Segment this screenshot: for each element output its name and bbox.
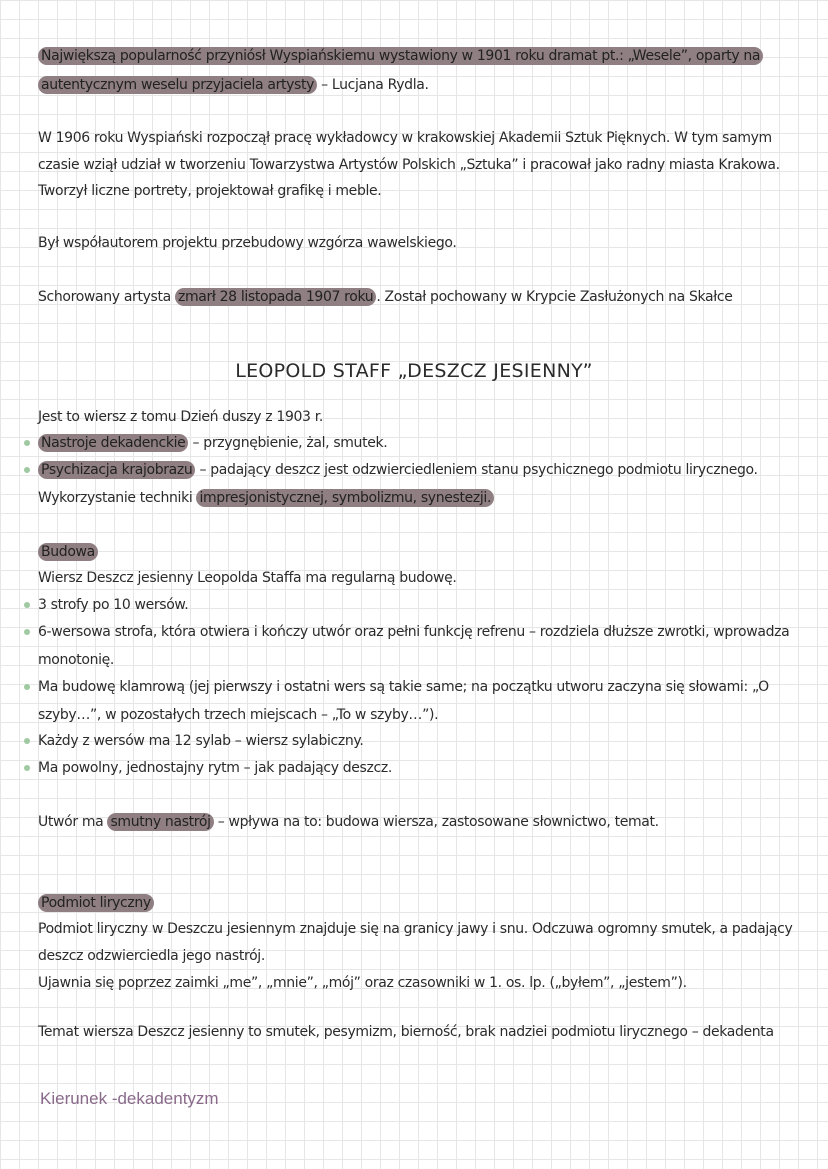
footer-note: Kierunek -dekadentyzm	[40, 1089, 219, 1108]
paragraph-line: Temat wiersza Deszcz jesienny to smutek, pesymizm, bierność, brak nadziei podmiotu lirycznego – dekadenta	[38, 1024, 774, 1040]
list-item	[38, 433, 798, 453]
list-item: 3 strofy po 10 wersów.	[38, 597, 189, 613]
section-heading	[38, 542, 798, 562]
bullet-dot	[24, 467, 30, 473]
list-item: Ma budowę klamrową (jej pierwszy i ostatni wers są takie same; na początku utworu zaczyna się słowami: „O	[38, 679, 769, 695]
list-item: 6-wersowa strofa, która otwiera i kończy utwór oraz pełni funkcję refrenu – rozdziela dłuższe zwrotki, wprowadza	[38, 624, 790, 640]
paragraph-line: Wiersz Deszcz jesienny Leopolda Staffa ma regularną budowę.	[38, 570, 457, 586]
highlight: smutny nastrój	[107, 813, 213, 831]
text: Utwór ma	[38, 814, 108, 830]
bullet-dot	[24, 684, 30, 690]
text: . Został pochowany w Krypcie Zasłużonych na Skałce	[376, 289, 733, 305]
paragraph-line	[38, 488, 798, 508]
bullet-dot	[24, 765, 30, 771]
highlight: autentycznym weselu przyjaciela artysty	[38, 76, 317, 94]
paragraph-line	[38, 287, 798, 307]
paragraph-line: Jest to wiersz z tomu Dzień duszy z 1903 r.	[38, 409, 323, 425]
text: – padający deszcz jest odzwierciedleniem stanu psychicznego podmiotu lirycznego.	[195, 462, 758, 478]
paragraph-line: deszcz odzwierciedla jego nastrój.	[38, 948, 265, 964]
list-item: Każdy z wersów ma 12 sylab – wiersz sylabiczny.	[38, 733, 364, 749]
bullet-dot	[24, 440, 30, 446]
paragraph-line: W 1906 roku Wyspiański rozpoczął pracę wykładowcy w krakowskiej Akademii Sztuk Pięknych. W tym samym	[38, 130, 772, 146]
highlight: Podmiot liryczny	[38, 894, 154, 912]
paragraph-line: Ujawnia się poprzez zaimki „me”, „mnie”, „mój” oraz czasowniki w 1. os. lp. („byłem”, „jestem”).	[38, 975, 687, 991]
page-title: LEOPOLD STAFF „DESZCZ JESIENNY”	[235, 360, 593, 382]
highlight: Największą popularność przyniósł Wyspiańskiemu wystawiony w 1901 roku dramat pt.: „Wesele”, oparty na	[38, 47, 763, 65]
highlight: Psychizacja krajobrazu	[38, 461, 195, 479]
highlight: impresjonistycznej, symbolizmu, synestezji.	[196, 489, 494, 507]
paragraph-line: czasie wziął udział w tworzeniu Towarzystwa Artystów Polskich „Sztuka” i pracował jako radny miasta Krakowa.	[38, 157, 780, 173]
list-item: Ma powolny, jednostajny rytm – jak padający deszcz.	[38, 760, 392, 776]
bullet-dot	[24, 602, 30, 608]
paragraph-line: Był współautorem projektu przebudowy wzgórza wawelskiego.	[38, 235, 457, 251]
text: Wykorzystanie techniki	[38, 490, 197, 506]
paragraph-line	[38, 46, 798, 66]
highlight: Nastroje dekadenckie	[38, 434, 188, 452]
paragraph-line	[38, 75, 798, 95]
text: – Lucjana Rydla.	[317, 77, 429, 93]
paragraph-line	[38, 812, 798, 832]
bullet-dot	[24, 738, 30, 744]
paragraph-line: Tworzył liczne portrety, projektował grafikę i meble.	[38, 183, 382, 199]
list-item	[38, 460, 798, 480]
text: – wpływa na to: budowa wiersza, zastosowane słownictwo, temat.	[213, 814, 659, 830]
text: – przygnębienie, żal, smutek.	[188, 435, 388, 451]
highlight: Budowa	[38, 543, 98, 561]
highlight: zmarł 28 listopada 1907 roku	[175, 288, 376, 306]
list-item-continued: szyby…”, w pozostałych trzech miejscach – „To w szyby…”).	[38, 707, 439, 723]
section-heading	[38, 893, 798, 913]
list-item-continued: monotonię.	[38, 652, 115, 668]
bullet-dot	[24, 629, 30, 635]
paragraph-line: Podmiot liryczny w Deszczu jesiennym znajduje się na granicy jawy i snu. Odczuwa ogromny smutek, a padający	[38, 921, 793, 937]
text: Schorowany artysta	[38, 289, 175, 305]
